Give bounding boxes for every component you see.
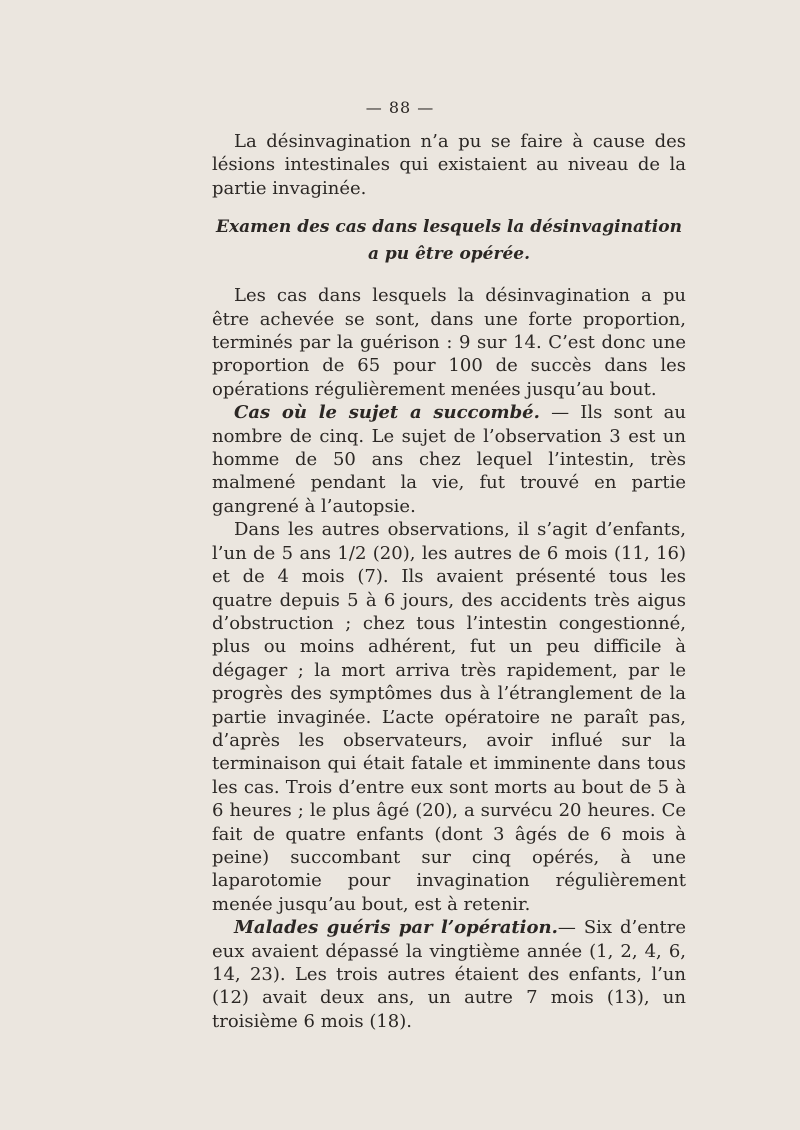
section-heading-line-1: Examen des cas dans lesquels la désinvagination	[216, 217, 682, 238]
paragraph-cured-cases	[212, 916, 686, 1033]
deceased-cases-lead: Cas où le sujet a succombé.	[234, 402, 540, 424]
paragraph-desinvagination-failed: La désinvagination n’a pu se faire à cause des lésions intestinales qui existaient au niveau de la partie invaginée.	[212, 131, 686, 199]
paragraph-success-rate: Les cas dans lesquels la désinvagination a pu être achevée se sont, dans une forte proportion, terminés par la guérison : 9 sur 14. C’est donc une proportion de 65 pour 100 de succès dans les opérations régulièrement menées jusqu’au bout.	[212, 285, 686, 400]
deceased-cases-text: — Ils sont au nombre de cinq. Le sujet de l’observation 3 est un homme de 50 ans chez lequel l’intestin, très malmené pendant la vie, fut trouvé en partie gangrené à l’autopsie.	[212, 402, 687, 517]
section-heading-line-2: a pu être opérée.	[367, 244, 530, 265]
paragraph-deceased-cases	[212, 401, 686, 518]
cured-cases-text: — Six d’entre eux avaient dépassé la vingtième année (1, 2, 4, 6, 14, 23). Les trois autres étaient des enfants, l’un (12) avait deux ans, un autre 7 mois (13), un troisième 6 mois (18).	[212, 917, 686, 1032]
paragraph-children-cases: Dans les autres observations, il s’agit d’enfants, l’un de 5 ans 1/2 (20), les autres de 6 mois (11, 16) et de 4 mois (7). Ils avaient présenté tous les quatre depuis 5 à 6 jours, des accidents très aigus d’obstruction ; chez tous l’intestin congestionné, plus ou moins adhérent, fut un peu difficile à dégager ; la mort arriva très rapidement, par le progrès des symptômes dus à l’étranglement de la partie invaginée. L’acte opératoire ne paraît pas, d’après les observateurs, avoir influé sur la terminaison qui était fatale et imminente dans tous les cas. Trois d’entre eux sont morts au bout de 5 à 6 heures ; le plus âgé (20), a survécu 20 heures. Ce fait de quatre enfants (dont 3 âgés de 6 mois à peine) succombant sur cinq opérés, à une laparotomie pour invagination régulièrement menée jusqu’au bout, est à retenir.	[212, 519, 686, 915]
section-heading	[212, 214, 686, 268]
page-number: — 88 —	[365, 98, 435, 117]
cured-cases-lead: Malades guéris par l’opération.	[234, 917, 558, 939]
body-text	[212, 130, 686, 1033]
